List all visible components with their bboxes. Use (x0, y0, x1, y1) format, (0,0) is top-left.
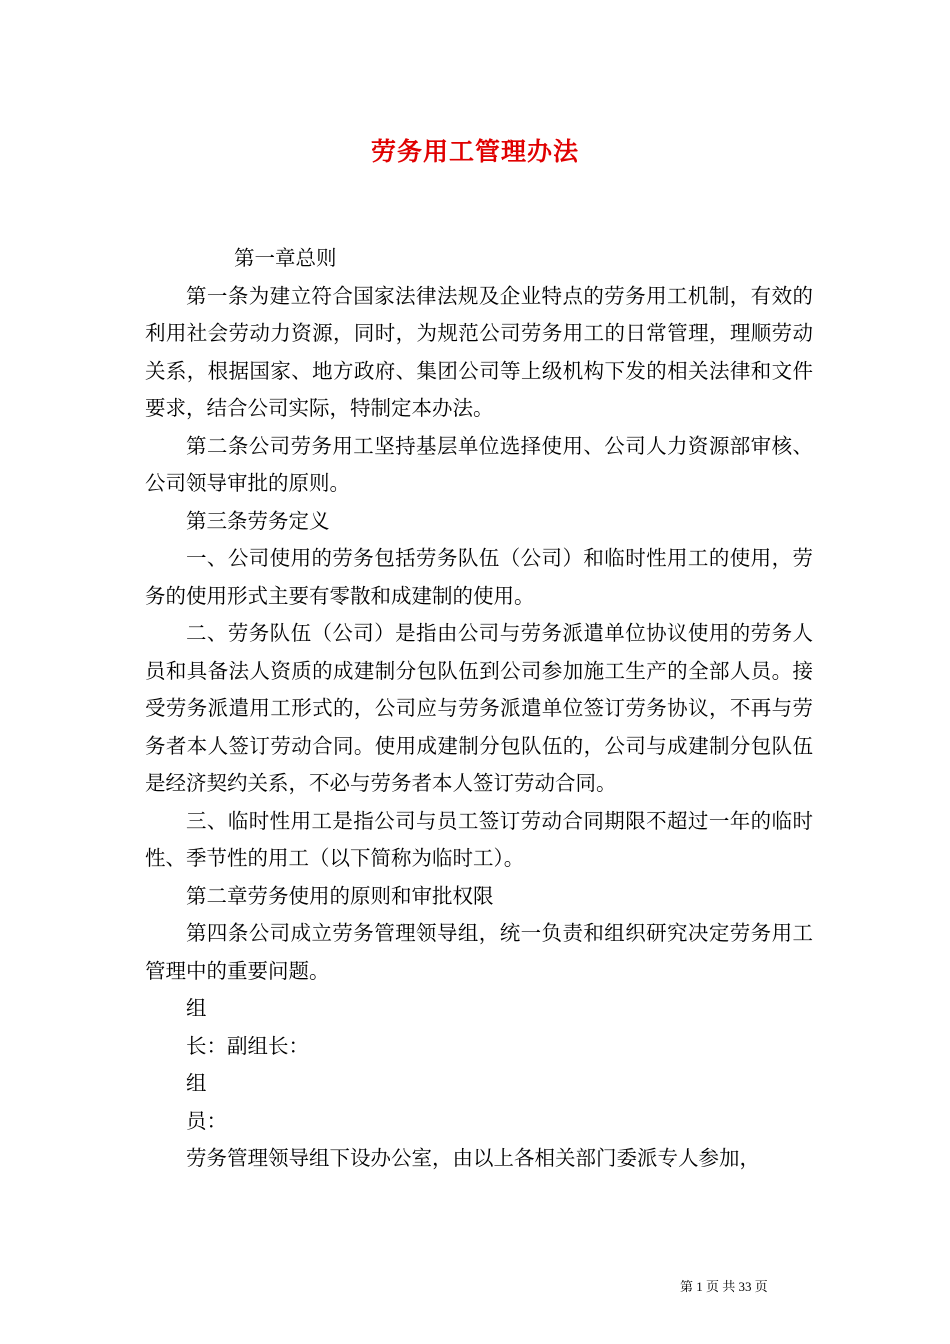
document-body (145, 240, 813, 1178)
article-paragraph: 第二条公司劳务用工坚持基层单位选择使用、公司人力资源部审核、公司领导审批的原则。 (145, 433, 813, 495)
article-paragraph: 劳务管理领导组下设办公室，由以上各相关部门委派专人参加， (186, 1146, 760, 1170)
article-heading: 第三条劳务定义 (186, 508, 330, 533)
group-label-line: 长：副组长： (186, 1033, 309, 1058)
article-paragraph: 一、公司使用的劳务包括劳务队伍（公司）和临时性用工的使用，劳务的使用形式主要有零散和成建制的使用。 (145, 546, 813, 608)
page-number-footer: 第 1 页 共 33 页 (680, 1279, 768, 1294)
article-paragraph: 第四条公司成立劳务管理领导组，统一负责和组织研究决定劳务用工管理中的重要问题。 (145, 921, 813, 983)
article-paragraph: 三、临时性用工是指公司与员工签订劳动合同期限不超过一年的临时性、季节性的用工（以下简称为临时工）。 (145, 808, 813, 870)
chapter-heading: 第二章劳务使用的原则和审批权限 (186, 883, 494, 908)
article-paragraph: 第一条为建立符合国家法律法规及企业特点的劳务用工机制，有效的利用社会劳动力资源，同时，为规范公司劳务用工的日常管理，理顺劳动关系，根据国家、地方政府、集团公司等上级机构下发的相关法律和文件要求，结合公司实际，特制定本办法。 (145, 283, 813, 420)
document-title: 劳务用工管理办法 (370, 137, 579, 166)
group-label-line: 组 (186, 996, 207, 1020)
group-label-line: 组 (186, 1071, 207, 1095)
article-paragraph: 二、劳务队伍（公司）是指由公司与劳务派遣单位协议使用的劳务人员和具备法人资质的成建制分包队伍到公司参加施工生产的全部人员。接受劳务派遣用工形式的，公司应与劳务派遣单位签订劳务协议，不再与劳务者本人签订劳动合同。使用成建制分包队伍的，公司与成建制分包队伍是经济契约关系，不必与劳务者本人签订劳动合同。 (145, 621, 813, 795)
chapter-heading: 第一章总则 (234, 246, 337, 270)
group-label-line: 员： (186, 1108, 227, 1133)
